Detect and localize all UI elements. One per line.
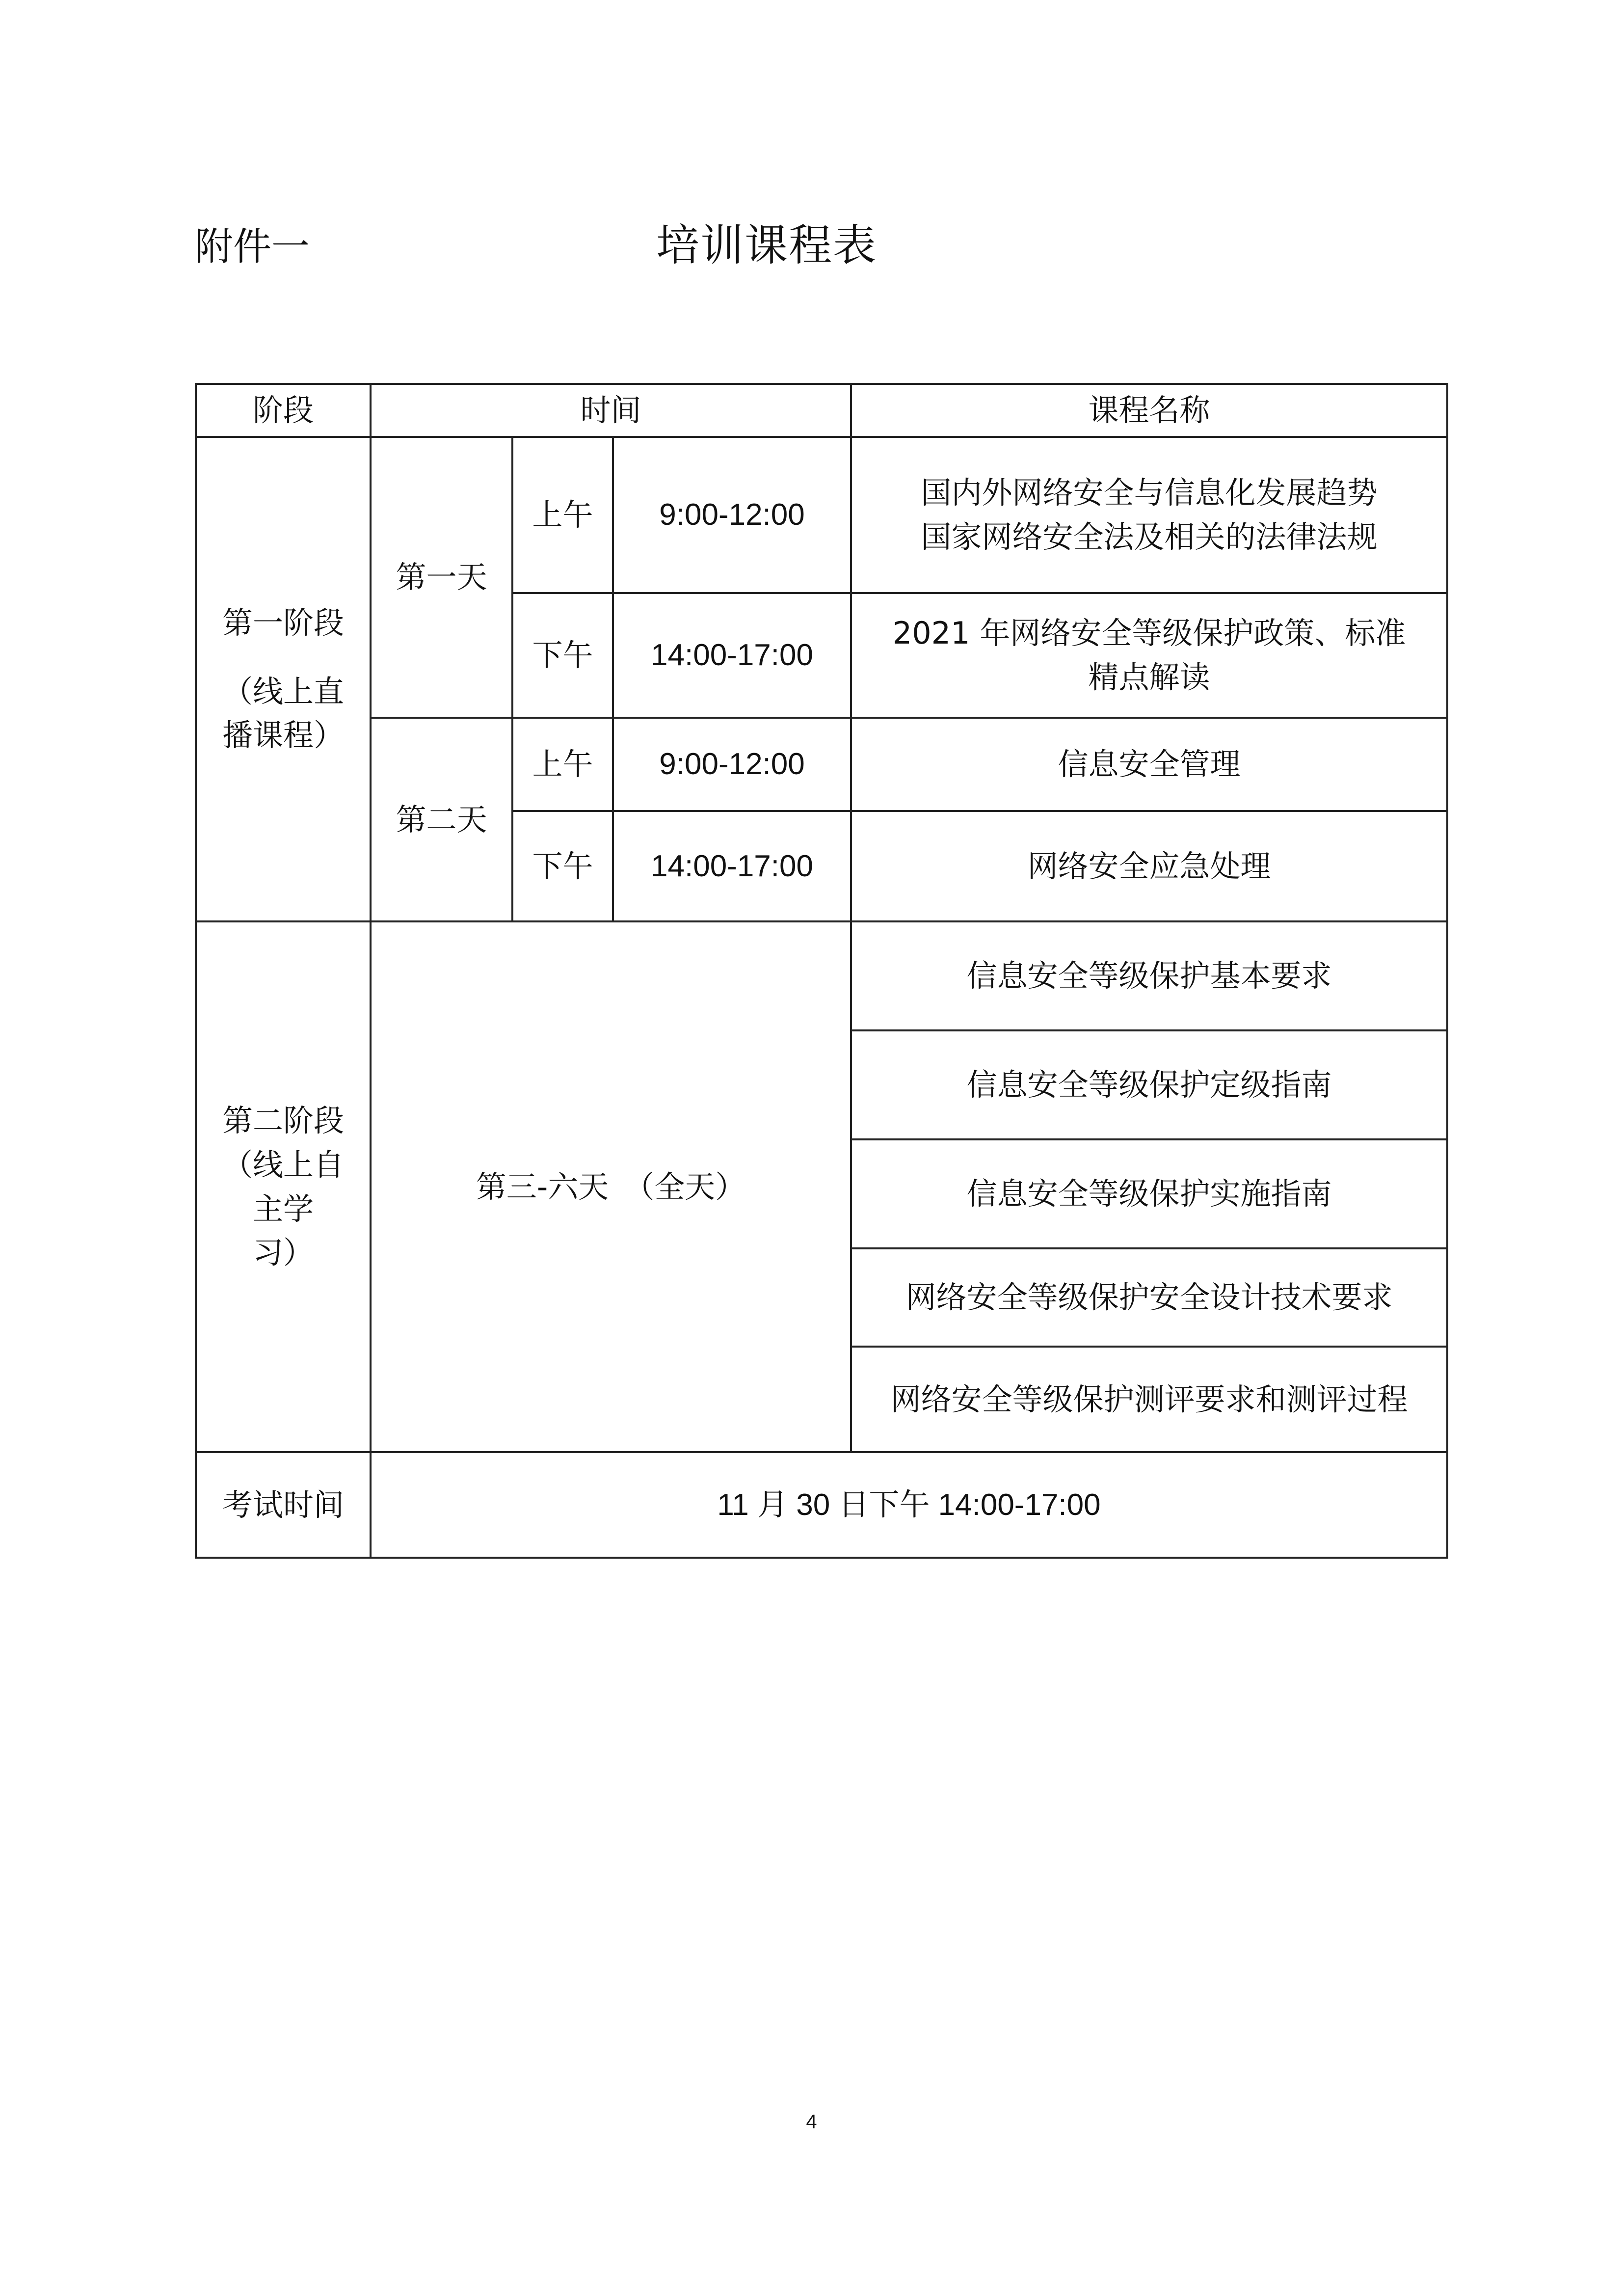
stage-2-note-line1: （线上自 <box>222 1146 344 1183</box>
stage-2-name: 第二阶段 <box>222 1102 344 1138</box>
course-line: 国家网络安全法及相关的法律法规 <box>921 519 1378 555</box>
stage-2-cell <box>196 921 371 1452</box>
session-time: 14:00-17:00 <box>613 811 851 921</box>
course-line: 2021 年网络安全等级保护政策、标准 <box>892 615 1406 651</box>
header-time: 时间 <box>371 384 851 437</box>
table-row <box>196 718 1447 811</box>
course-name-cell: 信息安全管理 <box>851 718 1447 811</box>
session-time: 9:00-12:00 <box>613 718 851 811</box>
course-line: 国内外网络安全与信息化发展趋势 <box>921 475 1378 511</box>
stage-1-name: 第一阶段 <box>222 604 344 641</box>
table-row <box>196 437 1447 593</box>
page-header <box>195 206 1446 280</box>
day-2-label: 第二天 <box>371 718 512 921</box>
attachment-label: 附件一 <box>195 225 310 269</box>
stage-1-note-line1: （线上直 <box>222 673 344 709</box>
period-label: 下午 <box>512 593 613 718</box>
period-label: 上午 <box>512 437 613 593</box>
course-name-cell: 信息安全等级保护基本要求 <box>851 921 1447 1030</box>
course-name-cell: 信息安全等级保护定级指南 <box>851 1030 1447 1139</box>
session-time: 14:00-17:00 <box>613 593 851 718</box>
course-name-cell: 信息安全等级保护实施指南 <box>851 1139 1447 1248</box>
stage-1-note-line2: 播课程） <box>222 717 344 754</box>
header-course: 课程名称 <box>851 384 1447 437</box>
period-label: 上午 <box>512 718 613 811</box>
exam-row <box>196 1452 1447 1558</box>
exam-time: 11 月 30 日下午 14:00-17:00 <box>371 1452 1447 1558</box>
course-name-cell: 网络安全等级保护测评要求和测评过程 <box>851 1347 1447 1452</box>
session-time: 9:00-12:00 <box>613 437 851 593</box>
page-number: 4 <box>806 2111 817 2133</box>
header-stage: 阶段 <box>196 384 371 437</box>
course-name-cell <box>851 437 1447 593</box>
table-header-row <box>196 384 1447 437</box>
stage-2-note-line3: 习） <box>252 1235 314 1271</box>
exam-label: 考试时间 <box>196 1452 371 1558</box>
stage-2-days-label: 第三-六天 （全天） <box>371 921 851 1452</box>
day-1-label: 第一天 <box>371 437 512 718</box>
stage-2-note-line2: 主学 <box>252 1190 314 1227</box>
period-label: 下午 <box>512 811 613 921</box>
course-line: 精点解读 <box>1088 659 1210 695</box>
course-schedule-table <box>195 383 1448 1559</box>
stage-1-cell <box>196 437 371 921</box>
course-name-cell: 网络安全等级保护安全设计技术要求 <box>851 1248 1447 1347</box>
course-name-cell <box>851 593 1447 718</box>
document-title: 培训课程表 <box>656 220 878 270</box>
table-row <box>196 921 1447 1030</box>
course-name-cell: 网络安全应急处理 <box>851 811 1447 921</box>
